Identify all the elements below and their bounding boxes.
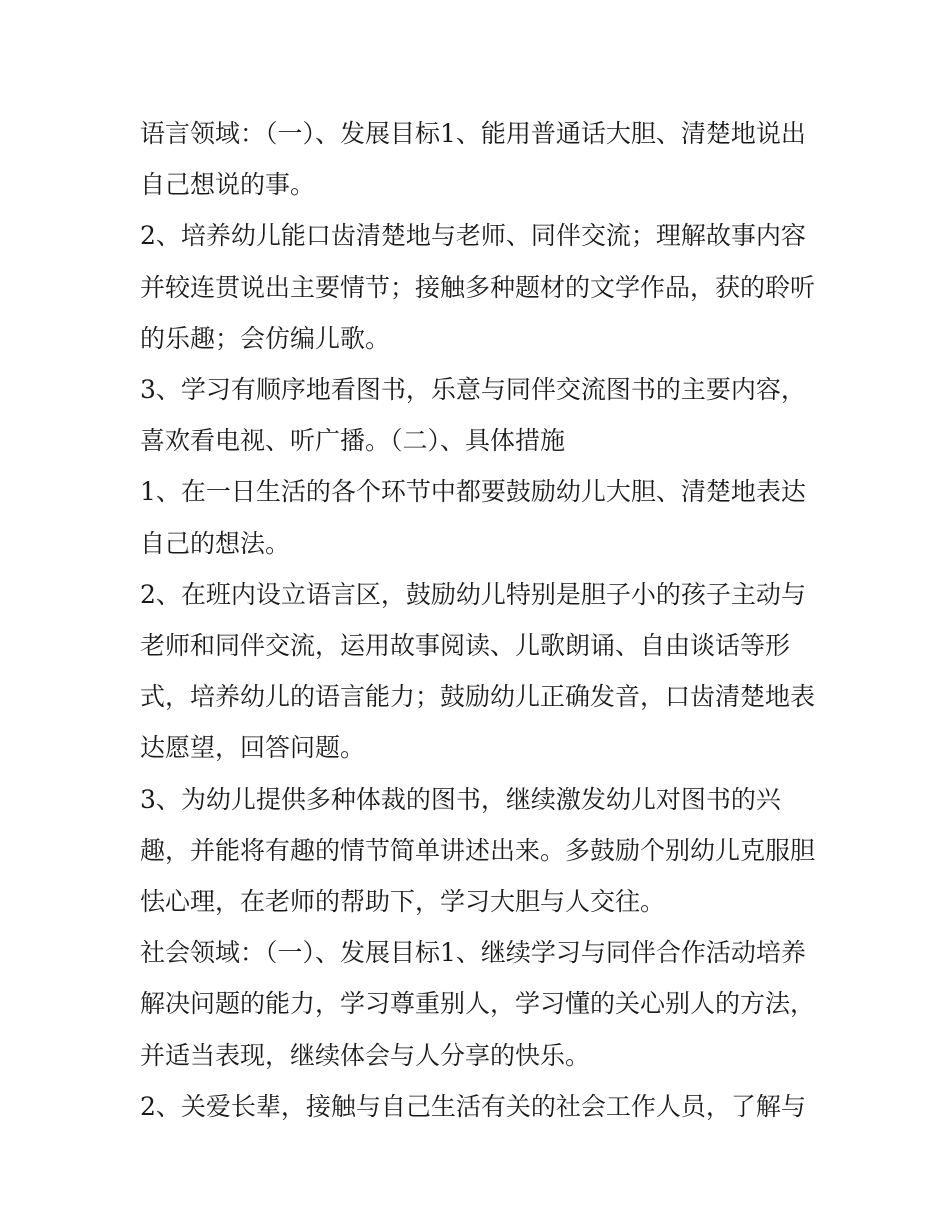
paragraph-social-goal-2: 2、关爱长辈，接触与自己生活有关的社会工作人员，了解与 — [140, 1091, 806, 1121]
paragraph-language-measure-1: 1、在一日生活的各个环节中都要鼓励幼儿大胆、清楚地表达自己的想法。 — [140, 477, 806, 558]
document-body — [140, 108, 820, 1132]
paragraph-social-goal-1: 社会领域：（一）、发展目标1、继续学习与同伴合作活动培养解决问题的能力，学习尊重别人，学习懂的关心别人的方法，并适当表现，继续体会与人分享的快乐。 — [140, 938, 816, 1070]
paragraph-language-measure-2: 2、在班内设立语言区，鼓励幼儿特别是胆子小的孩子主动与老师和同伴交流，运用故事阅读、儿歌朗诵、自由谈话等形式，培养幼儿的语言能力；鼓励幼儿正确发音，口齿清楚地表达愿望，回答问题。 — [140, 579, 816, 763]
paragraph-language-goal-2: 2、培养幼儿能口齿清楚地与老师、同伴交流；理解故事内容并较连贯说出主要情节；接触多种题材的文学作品，获的聆听的乐趣；会仿编儿歌。 — [140, 221, 816, 353]
paragraph-language-measure-3: 3、为幼儿提供多种体裁的图书，继续激发幼儿对图书的兴趣，并能将有趣的情节简单讲述出来。多鼓励个别幼儿克服胆怯心理，在老师的帮助下，学习大胆与人交往。 — [140, 784, 816, 917]
paragraph-language-goal-1: 语言领域：（一）、发展目标1、能用普通话大胆、清楚地说出自己想说的事。 — [140, 119, 806, 200]
paragraph-language-goal-3: 3、学习有顺序地看图书，乐意与同伴交流图书的主要内容，喜欢看电视、听广播。（二）、具体措施 — [140, 375, 806, 456]
